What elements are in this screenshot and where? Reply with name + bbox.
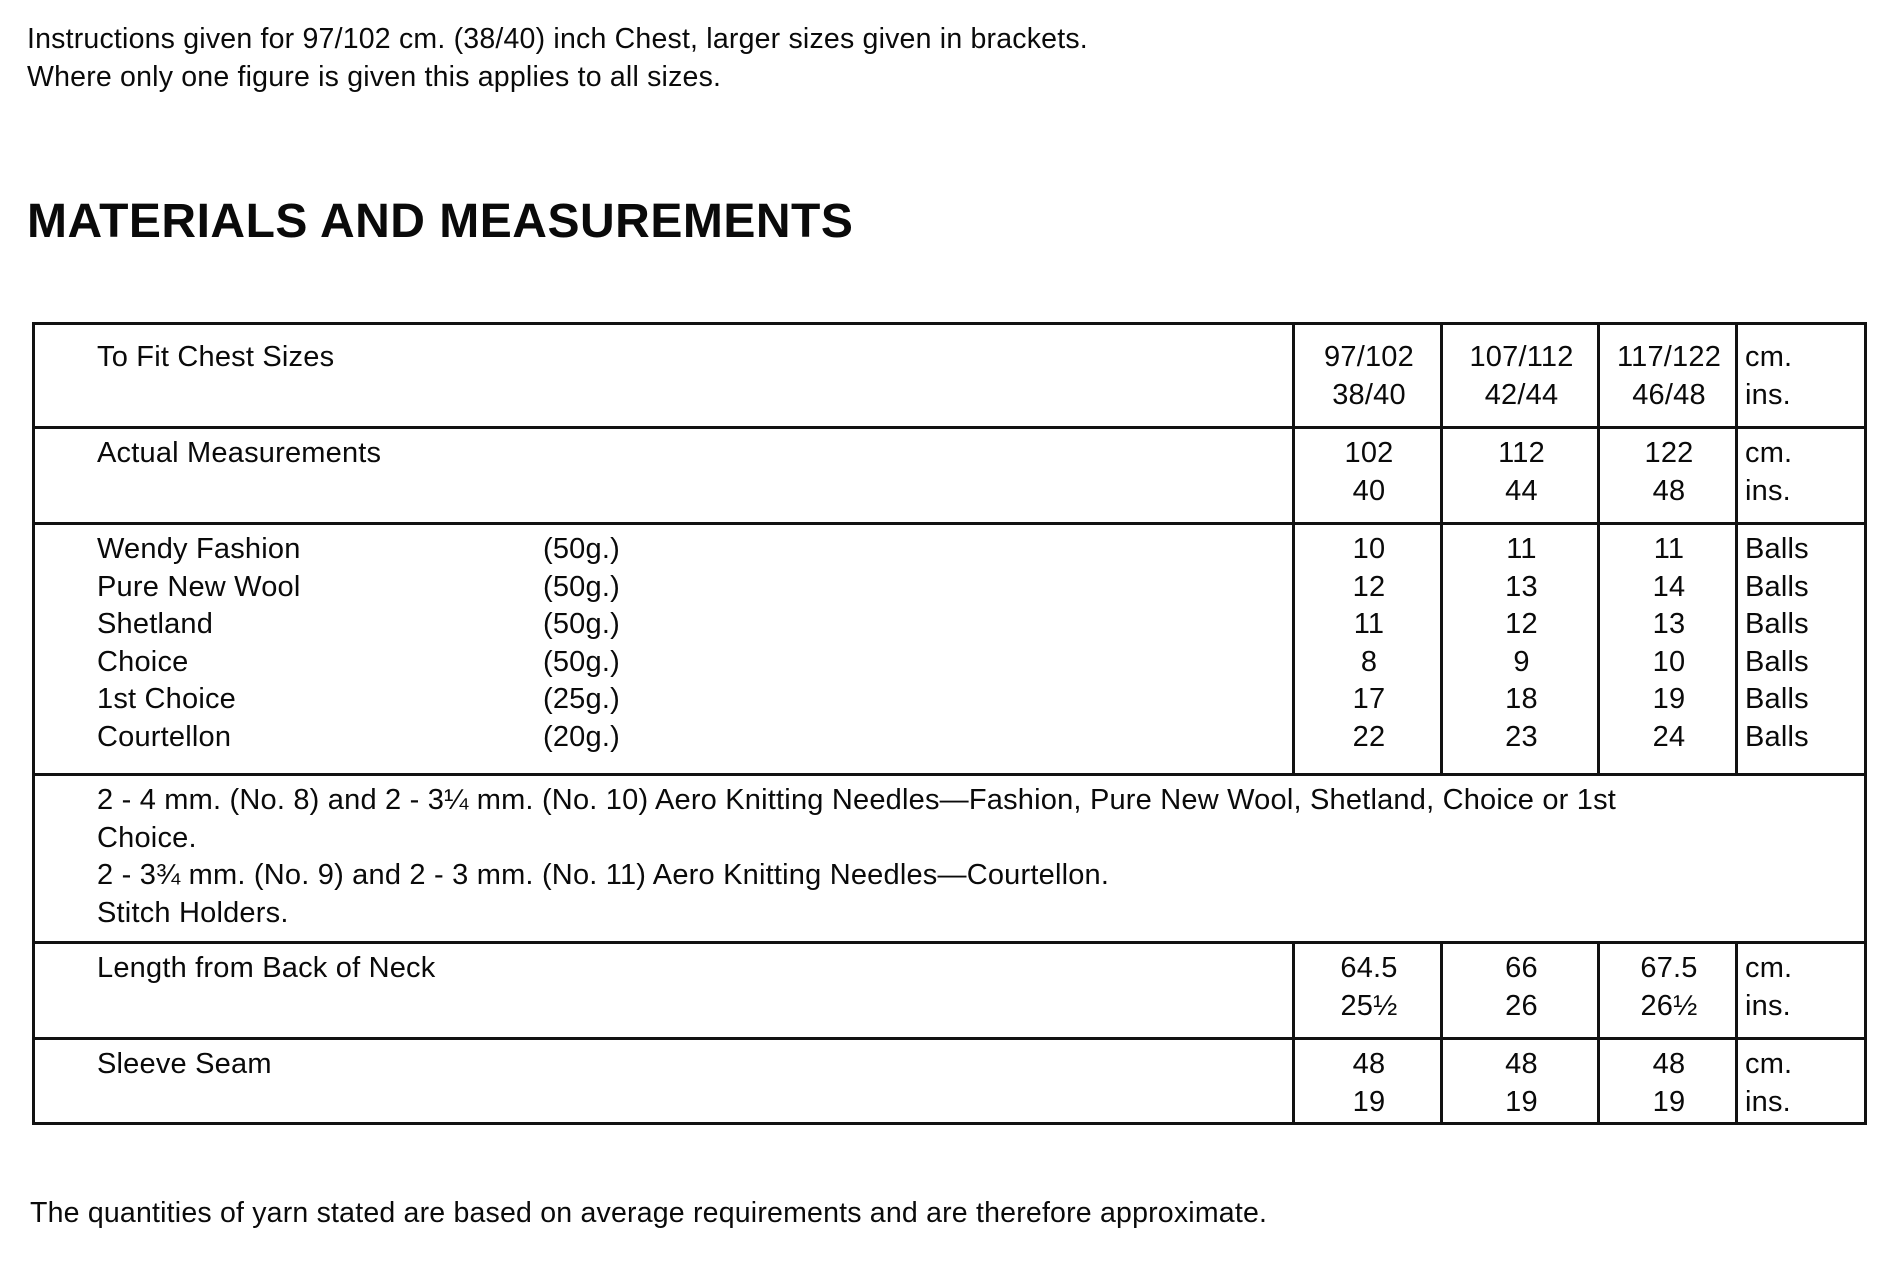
- row-chest-sizes: [35, 325, 1864, 426]
- needles-line: Stitch Holders.: [97, 896, 289, 929]
- row-label: Sleeve Seam: [97, 1048, 272, 1080]
- yarn-weight: (50g.): [543, 645, 620, 678]
- size-3-cell: 11 14 13 10 19 24: [1652, 533, 1686, 753]
- size-3-cell: 117/122 46/48: [1616, 341, 1722, 411]
- row-yarn-quantities: [35, 522, 1864, 773]
- unit-cell: cm. ins.: [1745, 952, 1793, 1022]
- size-2-cell: 11 13 12 9 18 23: [1505, 533, 1538, 753]
- size-1-cell: 48 19: [1352, 1048, 1386, 1118]
- size-2-cell: 48 19: [1505, 1048, 1538, 1118]
- size-1-cell: 64.5 25½: [1340, 952, 1398, 1022]
- size-1-cell: 102 40: [1344, 437, 1394, 507]
- intro-line-1: Instructions given for 97/102 cm. (38/40) inch Chest, larger sizes given in brackets.: [27, 23, 1088, 55]
- section-heading: MATERIALS AND MEASUREMENTS: [27, 195, 854, 248]
- size-2-cell: 107/112 42/44: [1469, 341, 1574, 411]
- yarn-name: Wendy Fashion: [97, 533, 301, 565]
- yarn-names: [97, 531, 301, 756]
- row-sleeve-seam: [35, 1037, 1864, 1122]
- yarn-name: Choice: [97, 645, 189, 678]
- row-label: Actual Measurements: [97, 437, 382, 469]
- size-1-cell: 10 12 11 8 17 22: [1352, 533, 1386, 753]
- intro-text: [27, 20, 1088, 96]
- size-2-cell: 112 44: [1498, 437, 1545, 507]
- materials-table: [32, 322, 1867, 1125]
- yarn-weight: (20g.): [543, 720, 620, 753]
- needles-line: Choice.: [97, 821, 197, 854]
- yarn-weight: (50g.): [543, 570, 620, 603]
- yarn-name: 1st Choice: [97, 683, 237, 715]
- intro-line-2: Where only one figure is given this applies to all sizes.: [27, 61, 722, 93]
- size-3-cell: 48 19: [1652, 1048, 1686, 1118]
- unit-cell: cm. ins.: [1745, 1048, 1793, 1118]
- row-label: Length from Back of Neck: [97, 952, 436, 984]
- needles-text: [97, 782, 1844, 932]
- yarn-name: Shetland: [97, 608, 214, 640]
- size-3-cell: 67.5 26½: [1640, 952, 1698, 1022]
- size-1-cell: 97/102 38/40: [1324, 341, 1414, 411]
- yarn-weight: (25g.): [543, 683, 620, 715]
- yarn-weights: [543, 531, 620, 756]
- yarn-name: Pure New Wool: [97, 570, 301, 603]
- row-label: To Fit Chest Sizes: [97, 341, 335, 373]
- unit-cell: cm. ins.: [1745, 341, 1793, 411]
- size-3-cell: 122 48: [1644, 437, 1694, 507]
- row-needles: [35, 773, 1864, 941]
- needles-line: 2 - 3¾ mm. (No. 9) and 2 - 3 mm. (No. 11) Aero Knitting Needles—Courtellon.: [97, 859, 1110, 891]
- footer-note: The quantities of yarn stated are based on average requirements and are therefore approximate.: [30, 1197, 1268, 1229]
- yarn-weight: (50g.): [543, 608, 620, 640]
- unit-cell: Balls Balls Balls Balls Balls Balls: [1745, 533, 1809, 753]
- yarn-weight: (50g.): [543, 533, 620, 565]
- row-actual-measurements: [35, 426, 1864, 522]
- unit-cell: cm. ins.: [1745, 437, 1793, 507]
- needles-line: 2 - 4 mm. (No. 8) and 2 - 3¼ mm. (No. 10) Aero Knitting Needles—Fashion, Pure New Wool, Shetland, Choice or 1st: [97, 784, 1617, 816]
- yarn-name: Courtellon: [97, 720, 232, 753]
- size-2-cell: 66 26: [1505, 952, 1538, 1022]
- row-length: [35, 941, 1864, 1037]
